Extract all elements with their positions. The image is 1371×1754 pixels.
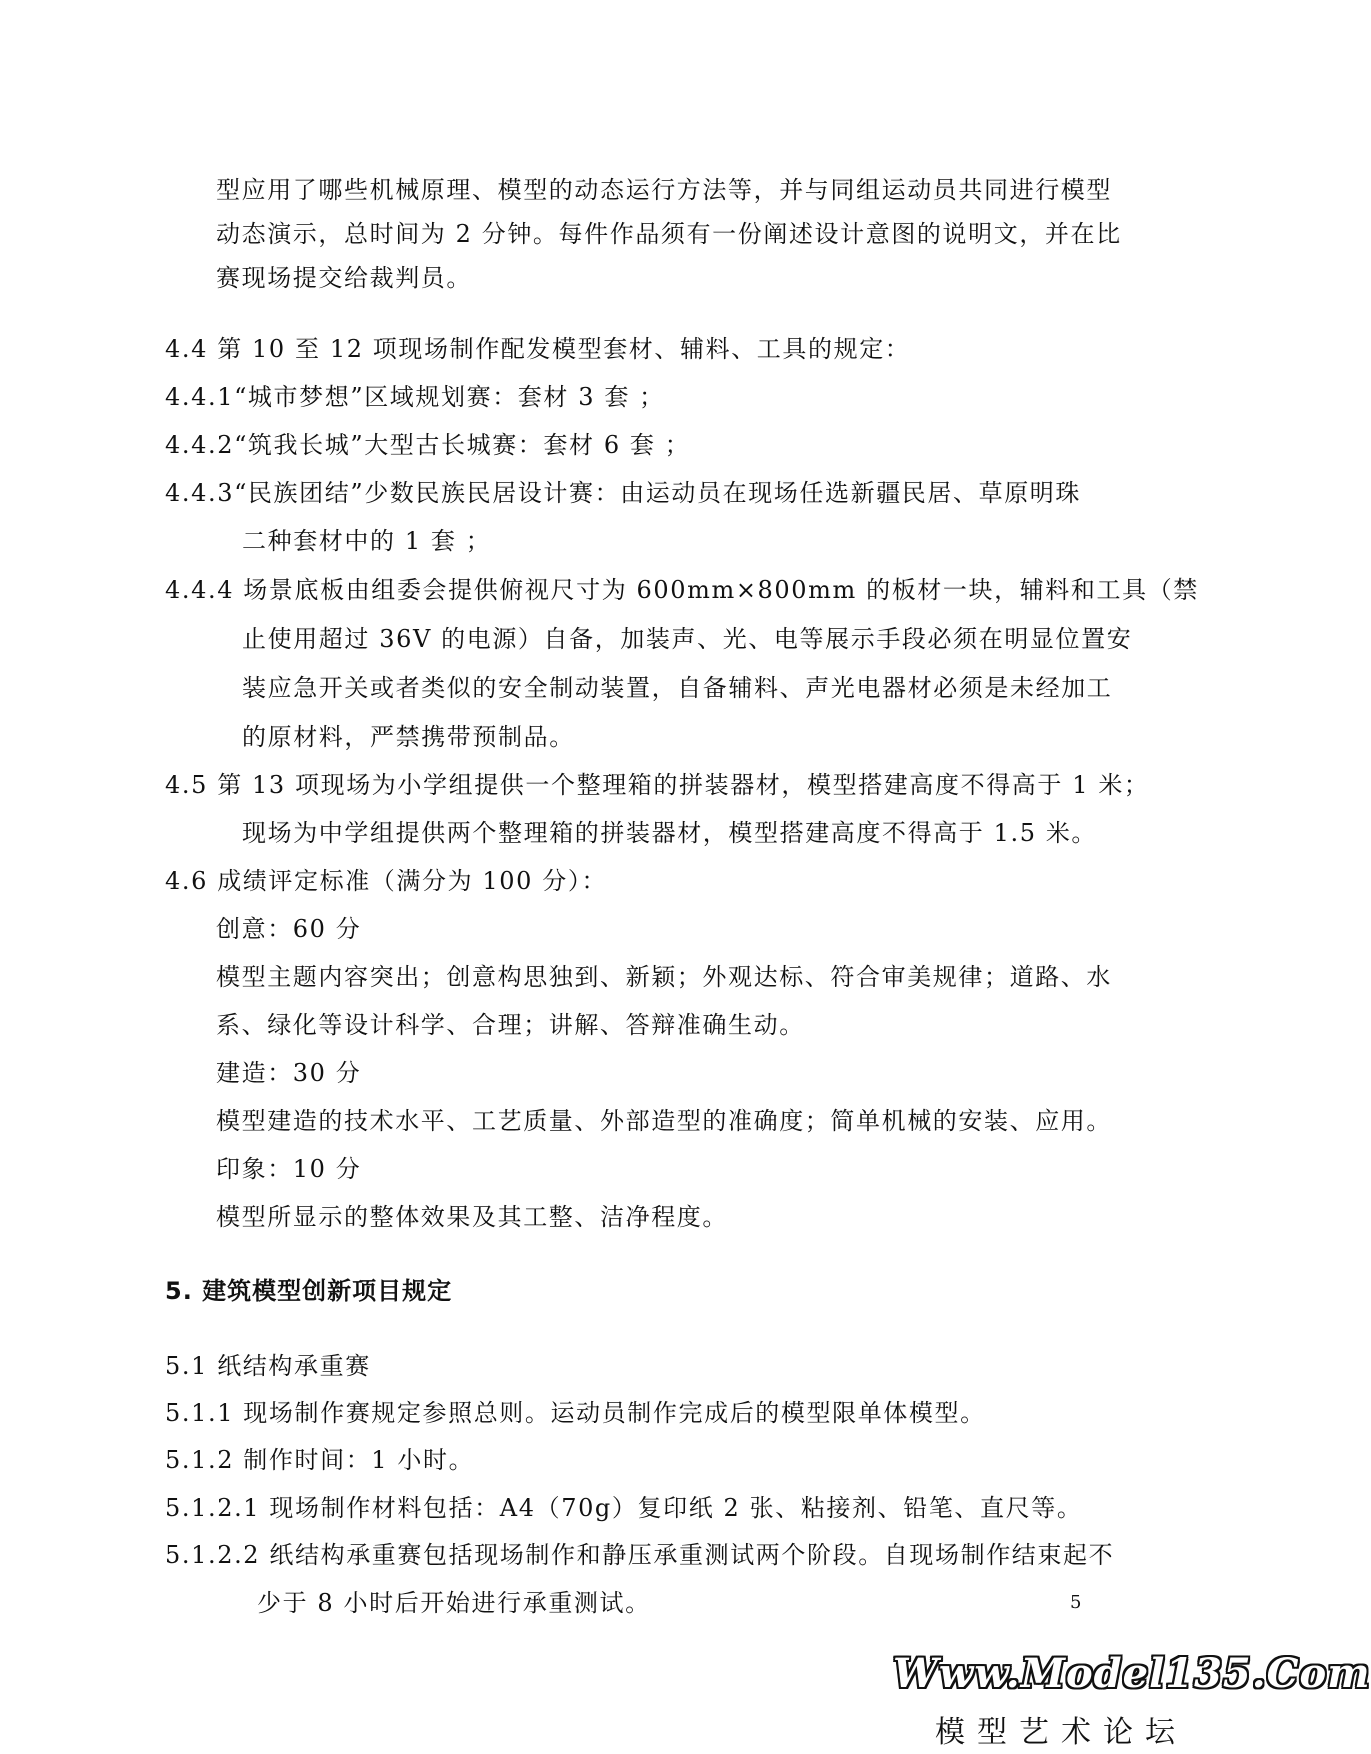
page-number: 5 [1070, 1592, 1082, 1613]
section-4-6: 4.6 成绩评定标准（满分为 100 分）： [165, 867, 608, 895]
item-4-4-2: 4.4.2“筑我长城”大型古长城赛：套材 6 套 ； [165, 431, 691, 459]
section-4-5: 4.5 第 13 项现场为小学组提供一个整理箱的拼装器材，模型搭建高度不得高于 1 米； [165, 771, 1150, 799]
paragraph-line: 二种套材中的 1 套 ； [242, 527, 492, 555]
watermark-url: Www.Model135.Com [893, 1650, 1371, 1697]
paragraph-line: 的原材料，严禁携带预制品。 [242, 723, 575, 751]
item-5-1-2: 5.1.2 制作时间：1 小时。 [165, 1446, 475, 1474]
item-5-1-2-2: 5.1.2.2 纸结构承重赛包括现场制作和静压承重测试两个阶段。自现场制作结束起不 [165, 1541, 1115, 1569]
item-4-4-3: 4.4.3“民族团结”少数民族民居设计赛：由运动员在现场任选新疆民居、草原明珠 [165, 479, 1082, 507]
section-5-1: 5.1 纸结构承重赛 [165, 1352, 371, 1380]
score-creativity: 创意：60 分 [216, 915, 362, 943]
paragraph-line: 型应用了哪些机械原理、模型的动态运行方法等，并与同组运动员共同进行模型 [216, 176, 1112, 204]
paragraph-line: 动态演示，总时间为 2 分钟。每件作品须有一份阐述设计意图的说明文，并在比 [216, 220, 1122, 248]
paragraph-line: 止使用超过 36V 的电源）自备，加装声、光、电等展示手段必须在明显位置安 [242, 625, 1133, 653]
paragraph-line: 装应急开关或者类似的安全制动装置，自备辅料、声光电器材必须是未经加工 [242, 674, 1113, 702]
score-impression: 印象：10 分 [216, 1155, 362, 1183]
paragraph-line: 模型建造的技术水平、工艺质量、外部造型的准确度；简单机械的安装、应用。 [216, 1107, 1112, 1135]
paragraph-line: 系、绿化等设计科学、合理；讲解、答辩准确生动。 [216, 1011, 805, 1039]
section-4-4: 4.4 第 10 至 12 项现场制作配发模型套材、辅料、工具的规定： [165, 335, 911, 363]
section-5-heading: 5. 建筑模型创新项目规定 [165, 1277, 453, 1305]
item-4-4-4: 4.4.4 场景底板由组委会提供俯视尺寸为 600mm×800mm 的板材一块，辅料和工具（禁 [165, 576, 1199, 604]
paragraph-line: 赛现场提交给裁判员。 [216, 264, 472, 292]
item-5-1-2-1: 5.1.2.1 现场制作材料包括：A4（70g）复印纸 2 张、粘接剂、铅笔、直尺等。 [165, 1494, 1083, 1522]
paragraph-line: 模型所显示的整体效果及其工整、洁净程度。 [216, 1203, 728, 1231]
score-construction: 建造：30 分 [216, 1059, 362, 1087]
watermark-caption: 模型艺术论坛 [935, 1715, 1187, 1750]
paragraph-line: 少于 8 小时后开始进行承重测试。 [257, 1589, 651, 1617]
item-5-1-1: 5.1.1 现场制作赛规定参照总则。运动员制作完成后的模型限单体模型。 [165, 1399, 986, 1427]
paragraph-line: 现场为中学组提供两个整理箱的拼装器材，模型搭建高度不得高于 1.5 米。 [242, 819, 1098, 847]
item-4-4-1: 4.4.1“城市梦想”区域规划赛：套材 3 套 ； [165, 383, 665, 411]
paragraph-line: 模型主题内容突出；创意构思独到、新颖；外观达标、符合审美规律；道路、水 [216, 963, 1112, 991]
